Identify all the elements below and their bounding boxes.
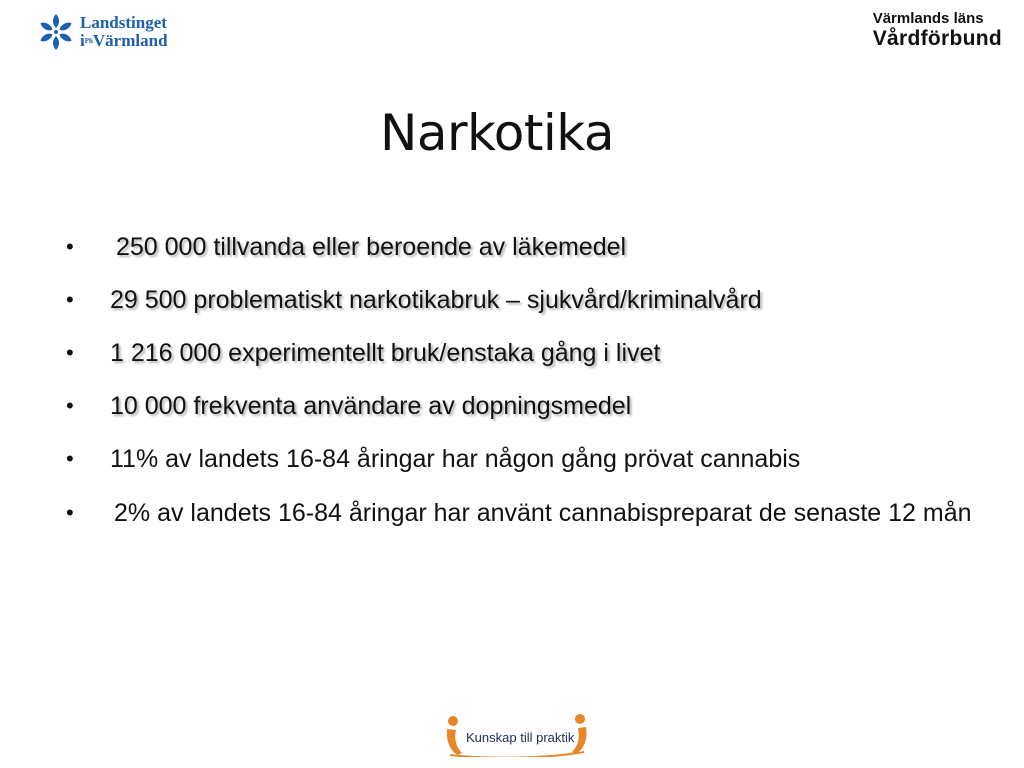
bullet-list (66, 230, 986, 531)
bullet-item (66, 495, 986, 531)
slide-title: Narkotika (379, 104, 615, 162)
landstinget-logo-line2-tiny: Ph (84, 37, 93, 45)
vardforbund-logo-line1: Värmlands läns (872, 10, 984, 27)
bullet-item (66, 283, 986, 317)
landstinget-logo-line1: Landstinget (80, 13, 167, 32)
bullet-dot: • (66, 340, 74, 365)
bullet-dot: • (66, 393, 74, 418)
bullet-item (66, 442, 986, 476)
bullet-item (66, 336, 986, 370)
bullet-dot: • (66, 287, 74, 312)
bullet-text: 2% av landets 16-84 åringar har använt cannabispreparat de senaste 12 mån (114, 499, 972, 527)
bullet-item (66, 389, 986, 423)
kunskap-logo-text: Kunskap till praktik (466, 730, 575, 745)
snowflake-star-icon (36, 12, 76, 52)
landstinget-logo-line2-prefix: i (80, 31, 85, 50)
landstinget-logo-line2 (80, 32, 168, 50)
bullet-text: 11% av landets 16-84 åringar har någon gång prövat cannabis (110, 445, 801, 473)
bullet-dot: • (66, 446, 74, 471)
landstinget-logo-line2-main: Värmland (92, 31, 168, 50)
bullet-text: 29 500 problematiskt narkotikabruk – sjukvård/kriminalvård (110, 286, 762, 314)
bullet-item (66, 230, 986, 264)
vardforbund-logo-line2: Vårdförbund (872, 27, 1002, 50)
bullet-dot: • (66, 500, 74, 525)
kunskap-logo-graphic (444, 713, 590, 757)
kunskap-till-praktik-logo (444, 713, 590, 757)
bullet-text: 1 216 000 experimentellt bruk/enstaka gång i livet (110, 339, 661, 367)
bullet-dot: • (66, 234, 74, 259)
landstinget-logo-text (80, 14, 168, 50)
bullet-text: 10 000 frekventa användare av dopningsmedel (110, 392, 632, 420)
bullet-text: 250 000 tillvanda eller beroende av läkemedel (116, 233, 627, 261)
vardforbund-logo (873, 10, 1002, 50)
landstinget-logo (36, 12, 168, 52)
